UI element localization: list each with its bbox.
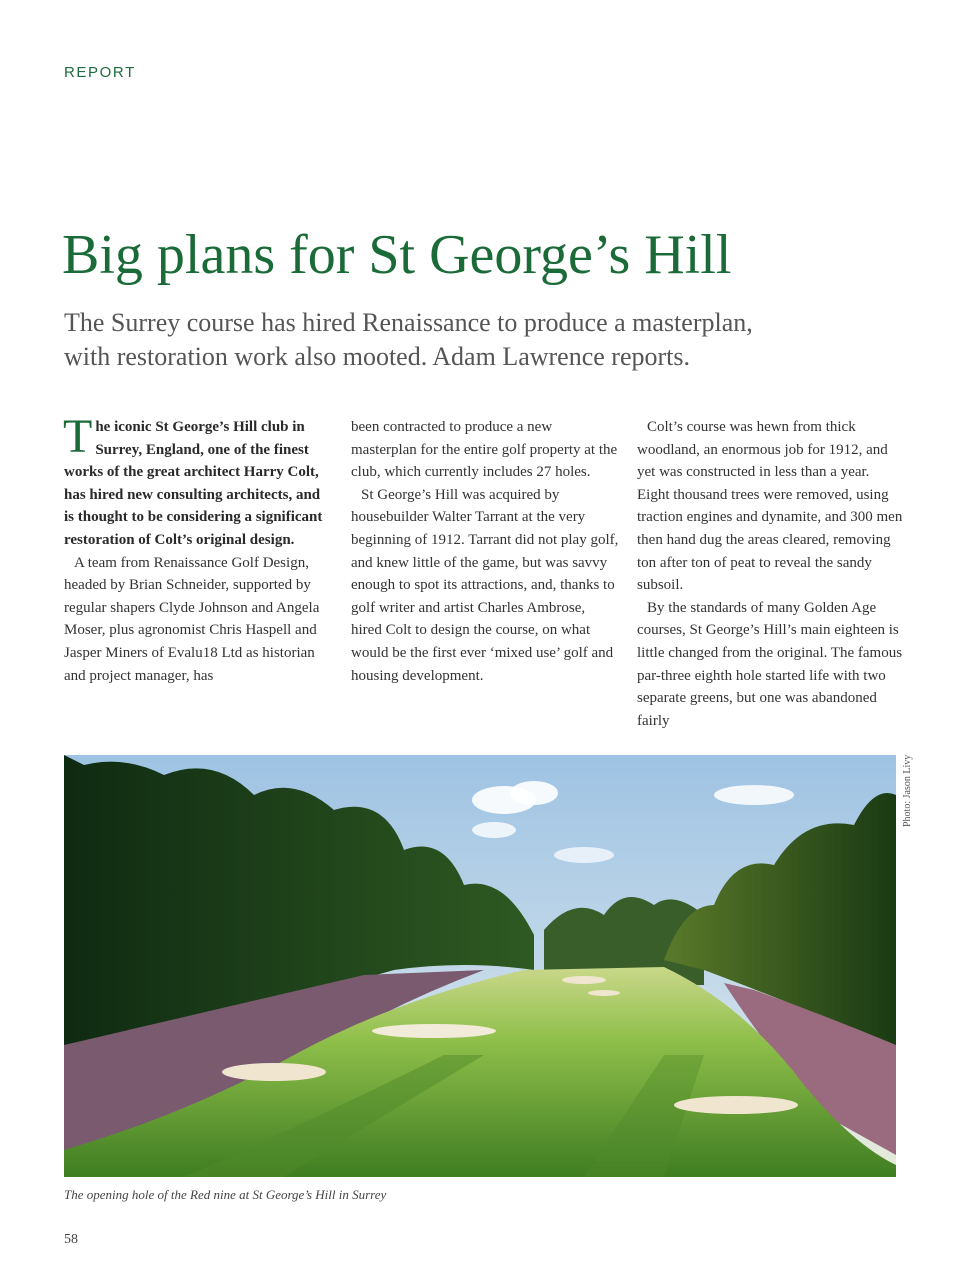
body-paragraph: been contracted to produce a new masterplan for the entire golf property at the club, which currently includes 27 holes. [351, 419, 618, 481]
body-paragraph: Colt’s course was hewn from thick woodland, an enormous job for 1912, and yet was constructed in less than a year. Eight thousand trees were removed, using traction engines and dynamite, and 300 men then hand dug the areas cleared, removing ton after ton of peat to reveal the sandy subsoil. [637, 419, 903, 594]
standfirst-line-2: with restoration work also mooted. Adam Lawrence reports. [64, 342, 690, 371]
body-column-3 [637, 416, 905, 732]
standfirst-line-1: The Surrey course has hired Renaissance to produce a masterplan, [64, 308, 753, 337]
drop-cap: T [63, 410, 93, 463]
standfirst [64, 306, 864, 374]
body-paragraph: By the standards of many Golden Age courses, St George’s Hill’s main eighteen is little changed from the original. The famous par-three eighth hole started life with two separate greens, but one was abandoned fairly [637, 599, 903, 729]
lead-paragraph [63, 410, 332, 552]
page-number: 58 [64, 1232, 78, 1247]
body-column-2 [351, 416, 619, 687]
photo-credit: Photo: Jason Livy [902, 755, 913, 828]
golf-course-photo [64, 755, 896, 1177]
article-title: Big plans for St George’s Hill [62, 224, 732, 286]
photo-caption: The opening hole of the Red nine at St George’s Hill in Surrey [64, 1187, 387, 1202]
section-label: REPORT [64, 64, 136, 81]
body-paragraph: St George’s Hill was acquired by housebuilder Walter Tarrant at the very beginning of 1912. Tarrant did not play golf, and knew little of the game, but was savvy enough to spot its attractions, and, thanks to golf writer and artist Charles Ambrose, hired Colt to design the course, on what would be the first ever ‘mixed use’ golf and housing development. [351, 486, 619, 684]
lead-text: he iconic St George’s Hill club in Surrey, England, one of the finest works of the great architect Harry Colt, has hired new consulting architects, and is thought to be considering a significant restoration of Colt’s original design. [64, 419, 323, 548]
body-column-1 [63, 410, 332, 687]
body-paragraph: A team from Renaissance Golf Design, headed by Brian Schneider, supported by regular shapers Clyde Johnson and Angela Moser, plus agronomist Chris Haspell and Jasper Miners of Evalu18 Ltd as historian and project manager, has [64, 554, 320, 684]
